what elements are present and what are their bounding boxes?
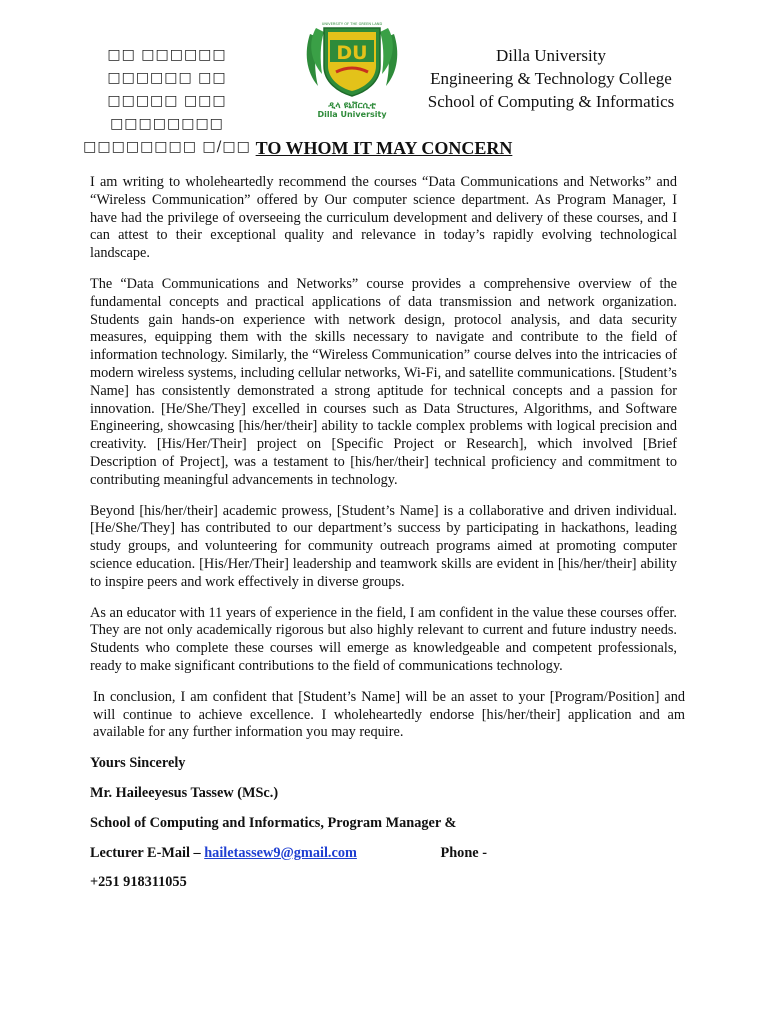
amharic-line: □□ □□□□□□ (107, 47, 227, 63)
university-name: Dilla University (495, 46, 606, 65)
closing: Yours Sincerely (90, 755, 186, 772)
signatory-role: School of Computing and Informatics, Program Manager & (90, 814, 457, 831)
paragraph: Beyond [his/her/their] academic prowess, [Student’s Name] is a collaborative and driven individual. [He/She/They] has contributed to our department’s success by participating in hackathons, leading study groups, and volunteering for community outreach programs aimed at promoting computer science education. [His/Her/Their] leadership and teamwork skills are evident in [his/her/their] ability to inspire peers and work effectively in diverse groups. (90, 502, 677, 590)
amharic-line: □□□□□□□□ □□□□□□□□ □/□□ (83, 116, 251, 155)
paragraph: As an educator with 11 years of experience in the field, I am confident in the value these courses offer. They are not only academically rigorous but also highly relevant to current and future industry needs. Students who complete these courses will emerge as knowledgeable and competent professionals, ready to make significant contributions to the field of communications technology. (90, 604, 677, 674)
paragraph: The “Data Communications and Networks” course provides a comprehensive overview of the fundamental concepts and practical applications of data transmission and network organization. Students gain hands-on experience with network design, protocol analysis, and data security measures, equipping them with the skills necessary to navigate and contribute to the field of information technology. Similarly, the “Wireless Communication” course delves into the intricacies of modern wireless systems, including cellular networks, Wi-Fi, and satellite communications. [Student’s Name] has consistently demonstrated a strong aptitude for technical concepts and a passion for innovation. [He/She/They] excelled in courses such as Data Structures, Algorithms, and Software Engineering, showcasing [his/her/their] ability to tackle complex problems with logical precision and creativity. [His/Her/Their] project on [Specific Project or Research], which involved [Brief Description of Project], was a testament to [his/her/their] technical proficiency and commitment to contributing meaningful advancements in technology. (90, 275, 677, 488)
logo-top-text: UNIVERSITY OF THE GREEN LAND (321, 22, 383, 26)
english-institution-name (410, 44, 692, 113)
letter-body (90, 174, 685, 904)
logo-amharic-name: ዲላ ዩኒቨርሲቲ (328, 101, 376, 111)
paragraph: In conclusion, I am confident that [Student’s Name] will be an asset to your [Program/Position] and will continue to achieve excellence. I wholeheartedly endorse [his/her/their] application and am available for any further information you may require. (93, 688, 685, 741)
email-label: Lecturer E-Mail – (90, 844, 205, 861)
logo-english-name: Dilla University (317, 110, 387, 119)
school-name: School of Computing & Informatics (427, 92, 675, 111)
letter-title: TO WHOM IT MAY CONCERN (255, 138, 513, 158)
logo-monogram: DU (336, 42, 368, 64)
college-name: Engineering & Technology College (430, 69, 672, 88)
amharic-line: □□□□□□ □□ □□□□□ □□□ (107, 70, 227, 109)
contact-line (90, 845, 677, 863)
dilla-university-seal-icon (300, 16, 404, 120)
signatory-name: Mr. Haileeyesus Tassew (MSc.) (90, 784, 279, 801)
paragraph: I am writing to wholeheartedly recommend the courses “Data Communications and Networks” and “Wireless Communication” offered by Our computer science department. As Program Manager, I have had the privilege of overseeing the curriculum development and delivery of these courses, and I can attest to their exceptional quality and relevance in today’s rapidly evolving technological landscape. (90, 174, 677, 262)
phone-number: +251 918311055 (90, 874, 187, 891)
phone-label: Phone - (440, 844, 487, 861)
email-link[interactable]: hailetassew9@gmail.com (204, 844, 357, 861)
